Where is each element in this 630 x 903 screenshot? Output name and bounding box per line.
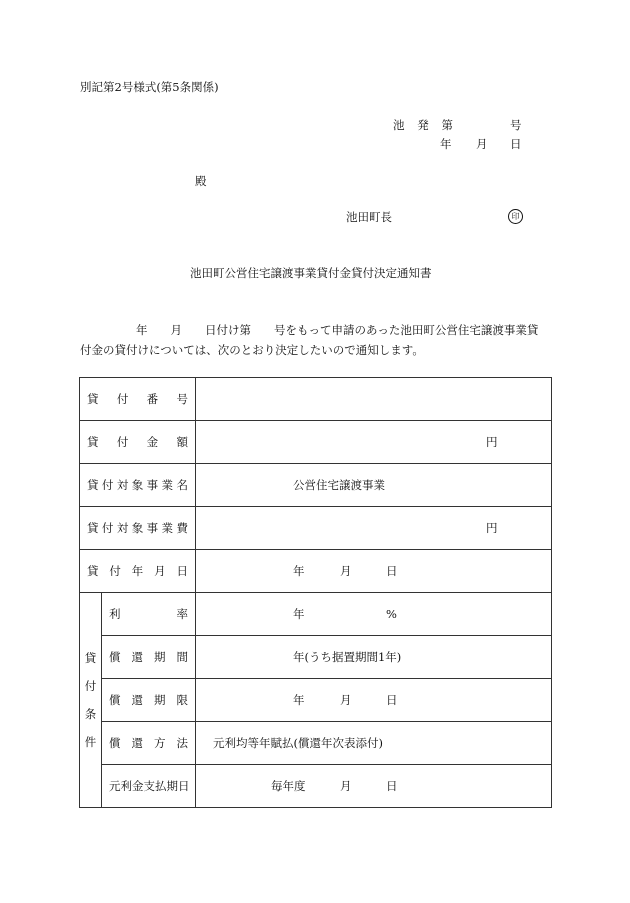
label-char: 貸 [87,564,99,578]
table-row [80,464,552,507]
annual-label: 毎年度 [271,779,306,793]
rate-year: 年 [293,607,305,621]
unit-yen: 円 [486,521,498,535]
date-day: 日 [510,137,522,151]
label-char: 付 [116,435,129,449]
label-char: 付 [116,392,129,406]
body-year: 年 [136,323,148,337]
date-day: 日 [386,779,398,793]
date-year: 年 [440,137,452,151]
label-char: 日 [176,564,188,578]
label-char: 日 [178,779,190,793]
row-label [80,378,196,421]
body-day-dated: 日付け第 [205,323,251,337]
label-loan-number [87,391,188,407]
doc-number-char: 池 [393,118,405,132]
repayment-period-value: 年(うち据置期間1年) [293,650,402,664]
row-value [196,593,552,636]
label-char: 対 [116,521,129,535]
side-char: 条 [84,707,97,721]
addressee-suffix: 殿 [195,174,207,188]
label-char: 月 [154,564,166,578]
label-char: 還 [131,693,143,707]
label-char: 番 [146,392,159,406]
label-char: 貸 [87,521,99,535]
label-char: 付 [109,564,121,578]
date-month: 月 [340,564,352,578]
repayment-method-value: 元利均等年賦払(償還年次表添付) [213,736,383,750]
label-repayment-period [109,649,188,665]
project-name-value: 公営住宅譲渡事業 [293,478,385,492]
label-repayment-deadline [109,692,188,708]
label-char: 名 [176,478,188,492]
row-label [102,679,196,722]
table-row [80,507,552,550]
body-line1-rest: 号をもって申請のあった池田町公営住宅譲渡事業貸 [274,323,539,337]
label-payment-due [109,778,188,794]
label-char: 方 [154,736,166,750]
label-char: 業 [161,521,174,535]
label-char: 期 [166,779,178,793]
date-day: 日 [386,693,398,707]
body-line2: 付金の貸付けについては、次のとおり決定したいので通知します。 [80,343,424,357]
label-char: 象 [131,521,144,535]
row-value [196,636,552,679]
row-label [102,765,196,808]
label-char: 率 [176,607,188,621]
label-char: 貸 [87,478,99,492]
label-char: 支 [143,779,155,793]
table-row [80,679,552,722]
date-day: 日 [386,564,398,578]
table-row [80,722,552,765]
label-char: 貸 [87,392,99,406]
label-char: 付 [101,478,114,492]
date-month: 月 [340,693,352,707]
row-value [196,679,552,722]
label-char: 償 [109,650,121,664]
row-value [196,765,552,808]
label-char: 貸 [87,435,99,449]
table-row [80,378,552,421]
label-char: 対 [116,478,129,492]
label-char: 払 [155,779,167,793]
row-label [102,722,196,765]
date-month: 月 [476,137,488,151]
row-value [196,421,552,464]
loan-decision-table [79,377,552,808]
label-repayment-method [109,735,188,751]
row-value [196,550,552,593]
side-char: 付 [84,679,97,693]
label-char: 利 [120,779,132,793]
table-row [80,636,552,679]
label-char: 利 [109,607,121,621]
label-char: 年 [131,564,144,578]
side-char: 貸 [84,651,97,665]
row-label [80,507,196,550]
label-char: 象 [131,478,144,492]
label-char: 期 [154,650,166,664]
row-value [196,378,552,421]
label-char: 期 [154,693,166,707]
table-row [80,550,552,593]
side-char: 件 [84,735,97,749]
label-char: 事 [146,478,159,492]
row-value [196,464,552,507]
document-title: 池田町公営住宅譲渡事業貸付金貸付決定通知書 [190,266,432,280]
row-label [80,550,196,593]
label-interest-rate [109,606,188,622]
row-label [102,593,196,636]
doc-number-suffix: 号 [510,118,522,132]
label-char: 業 [161,478,174,492]
label-char: 額 [176,435,188,449]
label-char: 法 [176,736,188,750]
label-char: 付 [101,521,114,535]
table-row [80,593,552,636]
issuer-title: 池田町長 [346,210,392,224]
label-char: 金 [146,435,159,449]
label-char: 費 [176,521,188,535]
row-value [196,507,552,550]
label-project-name [87,477,188,493]
row-label [102,636,196,679]
doc-number-char: 発 [417,118,429,132]
doc-number-char: 第 [441,118,453,132]
row-label [80,464,196,507]
body-paragraph [80,320,565,360]
label-char: 償 [109,693,121,707]
label-char: 間 [176,650,188,664]
date-year: 年 [293,693,305,707]
table-row [80,421,552,464]
row-label [80,421,196,464]
row-value [196,722,552,765]
side-label-loan-conditions [80,593,102,808]
unit-yen: 円 [486,435,498,449]
label-loan-date [87,563,188,579]
label-project-cost [87,520,188,536]
label-char: 還 [131,736,143,750]
label-char: 償 [109,736,121,750]
label-char: 還 [131,650,143,664]
label-char: 号 [176,392,188,406]
table-row [80,765,552,808]
label-char: 金 [132,779,144,793]
date-year: 年 [293,564,305,578]
label-loan-amount [87,434,188,450]
date-month: 月 [340,779,352,793]
label-char: 事 [146,521,159,535]
body-month: 月 [170,323,182,337]
rate-percent: % [386,607,397,621]
form-number: 別記第2号様式(第5条関係) [80,80,219,94]
label-char: 限 [176,693,188,707]
doc-number-prefix [393,118,453,132]
seal-mark: 印 [508,209,523,224]
label-char: 元 [109,779,121,793]
